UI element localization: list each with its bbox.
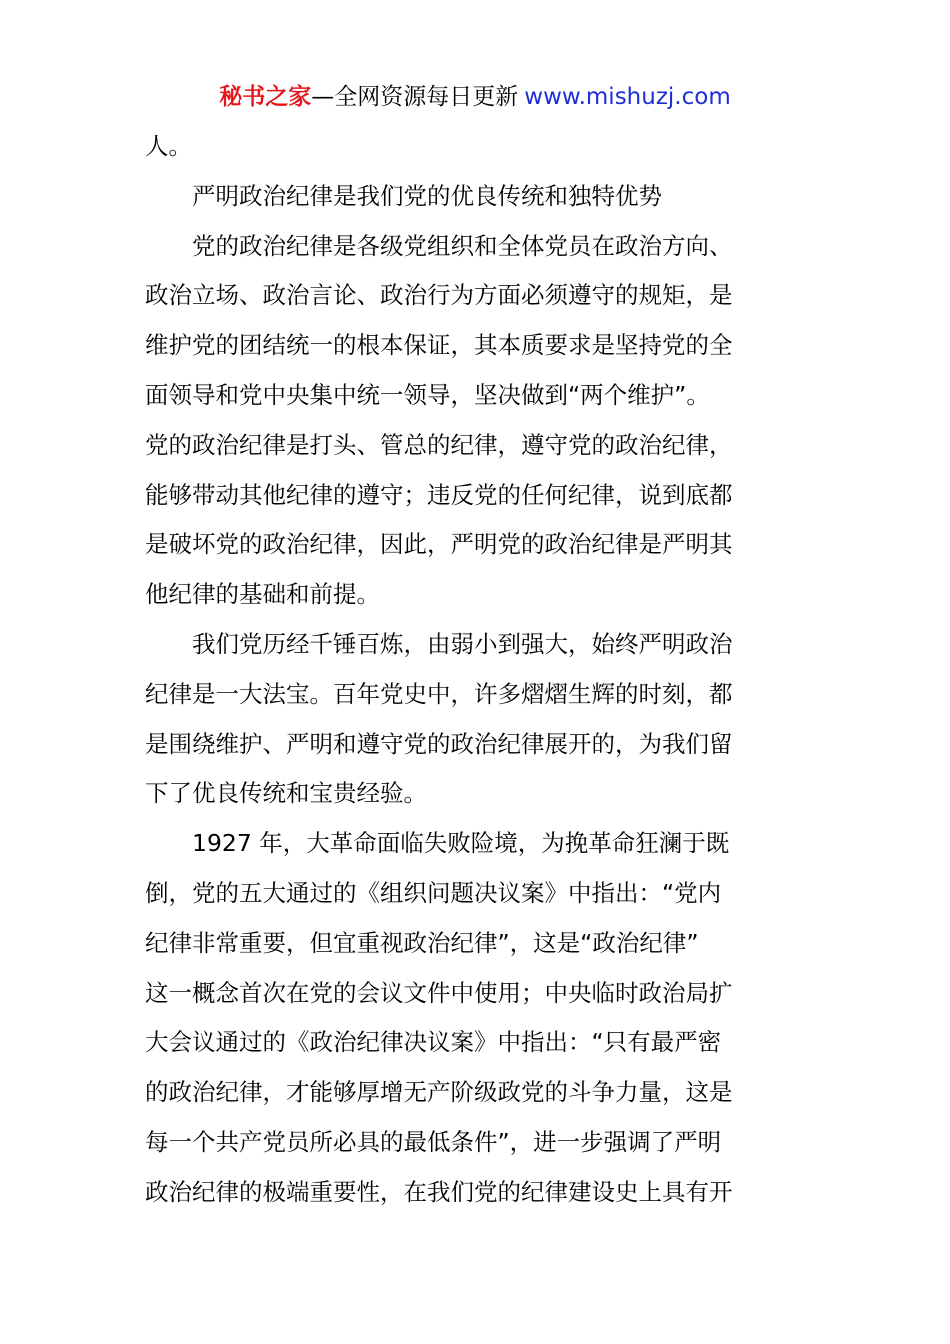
site-header (0, 82, 950, 112)
text-line: 每一个共产党员所必具的最低条件”，进一步强调了严明 (145, 1127, 722, 1156)
text-line: 下了优良传统和宝贵经验。 (145, 779, 427, 808)
paragraph (145, 620, 810, 819)
text-line: 党的政治纪律是打头、管总的纪律，遵守党的政治纪律， (145, 430, 733, 459)
text-line: 他纪律的基础和前提。 (145, 580, 380, 609)
site-brand: 秘书之家 (219, 84, 312, 110)
text-line: 面领导和党中央集中统一领导，坚决做到“两个维护”。 (145, 380, 710, 409)
text-line: 能够带动其他纪律的遵守；违反党的任何纪律，说到底都 (145, 480, 733, 509)
site-tagline: —全网资源每日更新 (311, 84, 519, 110)
paragraph (145, 122, 810, 172)
text-line: 政治纪律的极端重要性，在我们党的纪律建设史上具有开 (145, 1177, 733, 1206)
text-line: 是破坏党的政治纪律，因此，严明党的政治纪律是严明其 (145, 530, 733, 559)
text-line: 人。 (145, 132, 192, 160)
text-line: 我们党历经千锤百炼，由弱小到强大，始终严明政治 (192, 629, 733, 658)
text-line: 的政治纪律，才能够厚增无产阶级政党的斗争力量，这是 (145, 1078, 733, 1107)
site-url-link[interactable]: www.mishuzj.com (524, 84, 731, 110)
text-line: 党的政治纪律是各级党组织和全体党员在政治方向、 (192, 231, 733, 260)
text-line: 1927 年，大革命面临失败险境，为挽革命狂澜于既 (192, 829, 730, 858)
text-line: 维护党的团结统一的根本保证，其本质要求是坚持党的全 (145, 331, 733, 360)
document-body (145, 122, 810, 1218)
text-line: 大会议通过的《政治纪律决议案》中指出：“只有最严密 (145, 1028, 722, 1057)
text-line: 政治立场、政治言论、政治行为方面必须遵守的规矩，是 (145, 281, 733, 310)
text-line: 这一概念首次在党的会议文件中使用；中央临时政治局扩 (145, 978, 733, 1007)
paragraph (145, 172, 810, 222)
paragraph (145, 222, 810, 620)
text-line: 纪律非常重要，但宜重视政治纪律”，这是“政治纪律” (145, 928, 699, 957)
text-line: 严明政治纪律是我们党的优良传统和独特优势 (192, 181, 662, 210)
text-line: 倒，党的五大通过的《组织问题决议案》中指出：“党内 (145, 878, 722, 907)
text-line: 是围绕维护、严明和遵守党的政治纪律展开的，为我们留 (145, 729, 733, 758)
paragraph (145, 819, 810, 1217)
text-line: 纪律是一大法宝。百年党史中，许多熠熠生辉的时刻，都 (145, 679, 733, 708)
